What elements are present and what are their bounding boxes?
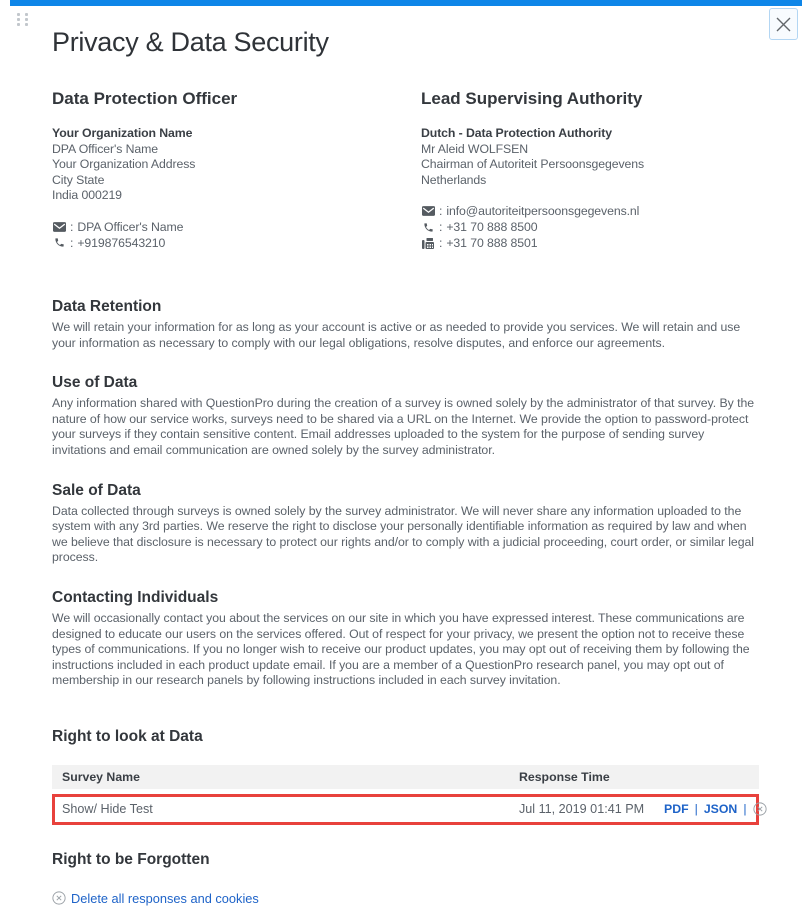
link-separator: | [743,802,747,817]
fax-icon [421,238,435,249]
contact-columns [52,89,759,251]
table-header-row [52,765,759,789]
lsa-line: Netherlands [421,172,487,187]
pdf-link[interactable]: PDF [664,802,689,817]
lsa-fax-value: +31 70 888 8501 [446,236,538,250]
close-icon [775,16,792,33]
lsa-fax-line [421,235,759,251]
contact-separator: : [439,220,443,234]
dpo-email-value: DPA Officer's Name [77,219,184,234]
column-header-response-time: Response Time [519,769,610,784]
responses-table [52,765,759,825]
lsa-column [421,89,759,251]
section-sale-of-data [52,482,759,566]
modal-content [52,0,759,910]
lsa-heading: Lead Supervising Authority [421,89,643,108]
dpo-line: City State [52,172,105,187]
lsa-line: Mr Aleid WOLFSEN [421,141,529,156]
email-icon [421,206,435,216]
lsa-contact [421,203,759,251]
dpo-info [52,126,421,204]
lsa-info [421,126,759,188]
delete-all-responses-label: Delete all responses and cookies [71,890,259,906]
dpo-org-name: Your Organization Name [52,126,193,140]
response-time-cell: Jul 11, 2019 01:41 PM [519,802,645,817]
table-row-highlighted[interactable] [52,794,759,825]
row-actions [664,802,779,816]
right-to-be-forgotten-section [52,851,759,910]
rtbf-heading: Right to be Forgotten [52,850,210,868]
section-data-retention [52,298,759,351]
json-link[interactable]: JSON [703,802,738,817]
section-heading: Use of Data [52,374,138,392]
page-title: Privacy & Data Security [52,27,329,57]
lsa-org-name: Dutch - Data Protection Authority [421,126,612,140]
dpo-email-line [52,219,421,235]
circle-x-icon [52,891,66,905]
email-icon [52,222,66,232]
lsa-phone-line [421,219,759,235]
right-to-look-at-data-section [52,728,759,825]
contact-separator: : [70,235,74,250]
lsa-phone-value: +31 70 888 8500 [446,220,538,234]
section-body: Data collected through surveys is owned solely by the survey administrator. We will never share any information uploaded to the system with any 3rd parties. We reserve the right to disclose your personally identifiable information as required by law and when we believe that disclosure is necessary to protect our rights and/or to comply with a judicial proceeding, court order, or similar legal process. [52,503,754,565]
section-contacting-individuals [52,589,759,689]
phone-icon [421,222,435,233]
survey-name-cell: Show/ Hide Test [62,802,153,817]
column-header-survey-name: Survey Name [62,769,140,784]
lsa-line: Chairman of Autoriteit Persoonsgegevens [421,157,645,171]
rtld-heading: Right to look at Data [52,727,203,745]
section-body: Any information shared with QuestionPro during the creation of a survey is owned solely by the administrator of that survey. By the nature of how our service works, surveys need to be shared via a URL on the Internet. We provide the option to password-protect your surveys if they contain sensitive content. Email addresses uploaded to the system for the purpose of sending survey invitations and email communication are owned solely by the survey administrator. [52,396,755,457]
close-button[interactable] [769,8,798,40]
contact-separator: : [70,219,74,234]
phone-icon [52,237,66,248]
lsa-email-line [421,203,759,219]
dpo-contact [52,219,421,251]
circle-x-icon [753,802,767,816]
lsa-email-value: info@autoriteitpersoonsgegevens.nl [446,204,640,218]
section-use-of-data [52,374,759,458]
dpo-column [52,89,421,251]
section-body: We will retain your information for as long as your account is active or as needed to provide you services. We will retain and use your information as necessary to comply with our legal obligations, resolve disputes, and enforce our agreements. [52,320,741,350]
delete-response-button[interactable] [753,802,767,816]
dpo-phone-line [52,235,421,251]
link-separator: | [694,802,698,817]
section-heading: Sale of Data [52,481,141,499]
delete-all-responses-link[interactable] [52,891,259,906]
drag-handle-icon[interactable] [17,13,28,26]
dpo-line: Your Organization Address [52,157,196,171]
dpo-line: India 000219 [52,188,122,202]
dpo-line: DPA Officer's Name [52,141,159,156]
dpo-phone-value: +919876543210 [77,235,166,250]
section-body: We will occasionally contact you about the services on our site in which you have expressed interest. These communications are designed to educate our users on the services offered. Out of respect for your privacy, we present the option not to receive these types of communications. If you no longer wish to receive our product updates, you may opt out of receiving them by following the instructions included in each product update email. If you are a member of a QuestionPro research panel, you may opt out of membership in our research panels by following instructions included in each survey invitation. [52,610,750,688]
dpo-heading: Data Protection Officer [52,89,238,108]
section-heading: Data Retention [52,298,162,315]
contact-separator: : [439,236,443,250]
contact-separator: : [439,204,443,218]
section-heading: Contacting Individuals [52,588,219,606]
